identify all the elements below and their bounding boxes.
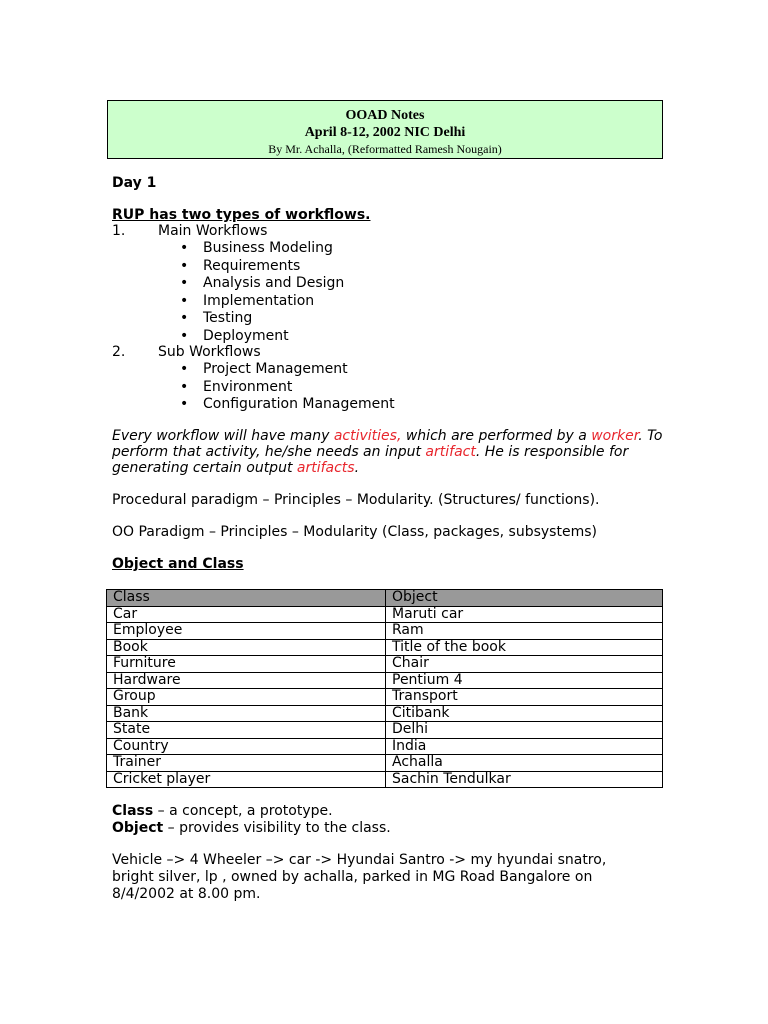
class-object-table <box>106 589 663 788</box>
class-cell: Bank <box>107 705 386 722</box>
list-item: • Project Management <box>180 361 395 379</box>
text-run: which are performed by a <box>401 428 592 444</box>
list-item: • Environment <box>180 379 395 397</box>
class-cell: Book <box>107 639 386 656</box>
object-cell: Achalla <box>386 755 663 772</box>
table-row <box>107 722 663 739</box>
object-cell: Title of the book <box>386 639 663 656</box>
definitions <box>112 803 391 837</box>
list-number: 2. <box>112 344 126 360</box>
object-cell: Pentium 4 <box>386 672 663 689</box>
column-header: Object <box>386 590 663 607</box>
object-cell: India <box>386 738 663 755</box>
list-item: • Testing <box>180 310 344 328</box>
object-cell: Maruti car <box>386 606 663 623</box>
object-term: Object <box>112 820 164 836</box>
class-cell: Country <box>107 738 386 755</box>
table-row <box>107 656 663 673</box>
object-cell: Citibank <box>386 705 663 722</box>
class-definition <box>112 803 391 820</box>
list-item: • Analysis and Design <box>180 275 344 293</box>
table-row <box>107 639 663 656</box>
list-number: 1. <box>112 223 126 239</box>
highlight-worker: worker <box>591 428 639 444</box>
main-workflows-list <box>180 240 344 345</box>
main-workflows-heading <box>112 223 267 240</box>
table-row <box>107 755 663 772</box>
table-row <box>107 606 663 623</box>
object-cell: Delhi <box>386 722 663 739</box>
text-run: . To perform that activity, he/she needs an input <box>112 428 663 460</box>
list-label: Sub Workflows <box>158 344 261 360</box>
highlight-artifacts: artifacts <box>296 460 355 476</box>
workflow-paragraph <box>112 428 668 476</box>
table-row <box>107 623 663 640</box>
header-box <box>107 100 663 159</box>
text-run: . He is responsible for generating certain output <box>112 444 629 476</box>
day-heading: Day 1 <box>112 175 157 191</box>
class-cell: Hardware <box>107 672 386 689</box>
document-title: OOAD Notes <box>345 108 425 123</box>
document-byline: By Mr. Achalla, (Reformatted Ramesh Nougain) <box>268 142 502 156</box>
document-subtitle: April 8-12, 2002 NIC Delhi <box>304 125 466 140</box>
object-cell: Transport <box>386 689 663 706</box>
class-term: Class <box>112 803 154 819</box>
sub-workflows-heading <box>112 344 261 361</box>
class-cell: Employee <box>107 623 386 640</box>
list-item: • Implementation <box>180 293 344 311</box>
object-definition-text: – provides visibility to the class. <box>163 820 391 836</box>
list-item: • Business Modeling <box>180 240 344 258</box>
text-run: Every workflow will have many <box>112 428 334 444</box>
class-cell: Cricket player <box>107 771 386 788</box>
object-cell: Sachin Tendulkar <box>386 771 663 788</box>
table-header-row <box>107 590 663 607</box>
list-label: Main Workflows <box>158 223 268 239</box>
table-row <box>107 705 663 722</box>
column-header: Class <box>107 590 386 607</box>
highlight-artifact: artifact <box>425 444 476 460</box>
highlight-activities: activities, <box>333 428 402 444</box>
procedural-paradigm: Procedural paradigm – Principles – Modularity. (Structures/ functions). <box>112 492 600 508</box>
table-row <box>107 689 663 706</box>
list-item: • Requirements <box>180 258 344 276</box>
object-cell: Chair <box>386 656 663 673</box>
table-row <box>107 771 663 788</box>
class-cell: Car <box>107 606 386 623</box>
object-definition <box>112 820 391 837</box>
class-cell: Furniture <box>107 656 386 673</box>
sub-workflows-list <box>180 361 395 414</box>
vehicle-paragraph: Vehicle –> 4 Wheeler –> car -> Hyundai Santro -> my hyundai snatro, bright silver, lp , owned by achalla, parked in MG Road Bangalore on 8/4/2002 at 8.00 pm. <box>112 852 607 902</box>
class-cell: Trainer <box>107 755 386 772</box>
table-row <box>107 738 663 755</box>
rup-heading: RUP has two types of workflows. <box>112 207 371 223</box>
text-run: . <box>354 460 360 476</box>
table-row <box>107 672 663 689</box>
list-item: • Configuration Management <box>180 396 395 414</box>
class-cell: State <box>107 722 386 739</box>
object-cell: Ram <box>386 623 663 640</box>
list-item: • Deployment <box>180 328 344 346</box>
class-definition-text: – a concept, a prototype. <box>153 803 333 819</box>
object-class-heading: Object and Class <box>112 556 244 572</box>
class-cell: Group <box>107 689 386 706</box>
oo-paradigm: OO Paradigm – Principles – Modularity (Class, packages, subsystems) <box>112 524 597 540</box>
